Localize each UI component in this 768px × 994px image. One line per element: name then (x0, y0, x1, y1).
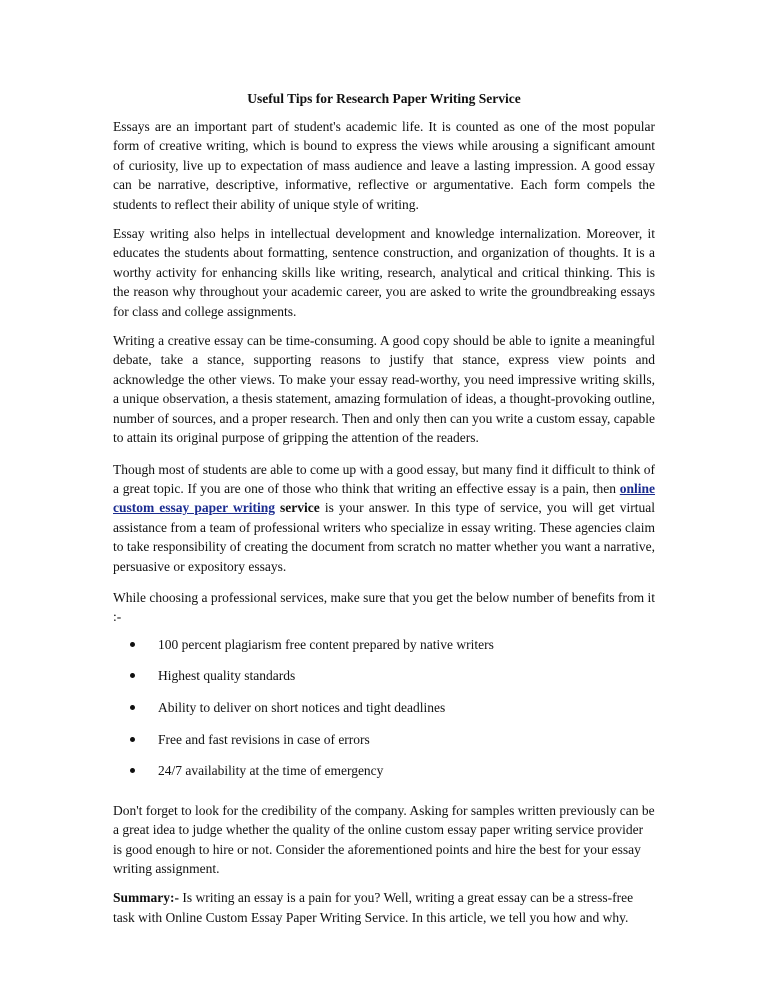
benefits-list (113, 635, 655, 793)
summary-paragraph (113, 888, 655, 927)
bullet-icon (130, 642, 135, 647)
paragraph-text-after-link: is your answer. In this type of service, you will get virtual assistance from a team of professional writers who specialize in essay writing. These agencies claim to take responsibility of creating the document from scratch no matter whether you want a narrative, persuasive or expository essays. (113, 500, 655, 574)
paragraph-creative-essay: Writing a creative essay can be time-consuming. A good copy should be able to ignite a meaningful debate, take a stance, supporting reasons to justify that stance, express view points and acknowledge the other views. To make your essay read-worthy, you need impressive writing skills, a unique observation, a thesis statement, amazing formulation of ideas, a thought-provoking outline, number of sources, and a proper research. Then and only then can you write a custom essay, capable to attain its original purpose of gripping the attention of the readers. (113, 333, 655, 446)
custom-essay-service-link[interactable]: online custom essay paper writing (113, 480, 655, 516)
summary-label: Summary:- (113, 890, 179, 906)
list-item (113, 761, 655, 793)
list-item (113, 730, 655, 762)
paragraph-text-before-link: Though most of students are able to come up with a good essay, but many find it difficult to think of a great topic. If you are one of those who think that writing an effective essay is a pain, then (113, 461, 655, 496)
benefit-text: Ability to deliver on short notices and tight deadlines (158, 699, 446, 715)
bullet-icon (130, 737, 135, 742)
list-item (113, 666, 655, 698)
document-title: Useful Tips for Research Paper Writing Service (247, 91, 521, 106)
summary-text: Is writing an essay is a pain for you? Well, writing a great essay can be a stress-free task with Online Custom Essay Paper Writing Service. In this article, we tell you how and why. (113, 890, 634, 925)
benefit-text: 100 percent plagiarism free content prepared by native writers (158, 636, 494, 652)
benefits-intro: While choosing a professional services, make sure that you get the below number of benefits from it :- (113, 589, 655, 625)
paragraph-writing-service (113, 460, 655, 576)
paragraph-essays-importance: Essays are an important part of student's academic life. It is counted as one of the most popular form of creative writing, which is bound to express the views while arousing a significant amount of curiosity, live up to expectation of mass audience and leave a lasting impression. A good essay can be narrative, descriptive, informative, reflective or argumentative. Each form compels the students to reflect their ability of unique style of writing. (113, 119, 655, 212)
bullet-icon (130, 705, 135, 710)
benefit-text: 24/7 availability at the time of emergency (158, 763, 384, 779)
paragraph-credibility: Don't forget to look for the credibility of the company. Asking for samples written previously can be a great idea to judge whether the quality of the online custom essay paper writing service provider is good enough to hire or not. Consider the aforementioned points and hire the best for your essay writing assignment. (113, 802, 655, 876)
paragraph-essay-writing-benefits: Essay writing also helps in intellectual development and knowledge internalization. Moreover, it educates the students about formatting, sentence construction, and organization of thoughts. It is a worthy activity for enhancing skills like writing, research, analytical and critical thinking. This is the reason why throughout your academic career, you are asked to write the groundbreaking essays for class and college assignments. (113, 226, 655, 319)
bullet-icon (130, 673, 135, 678)
bullet-icon (130, 768, 135, 773)
benefit-text: Free and fast revisions in case of errors (158, 731, 370, 747)
benefit-text: Highest quality standards (158, 668, 296, 684)
list-item (113, 698, 655, 730)
list-item (113, 635, 655, 667)
service-bold-text: service (274, 500, 320, 516)
